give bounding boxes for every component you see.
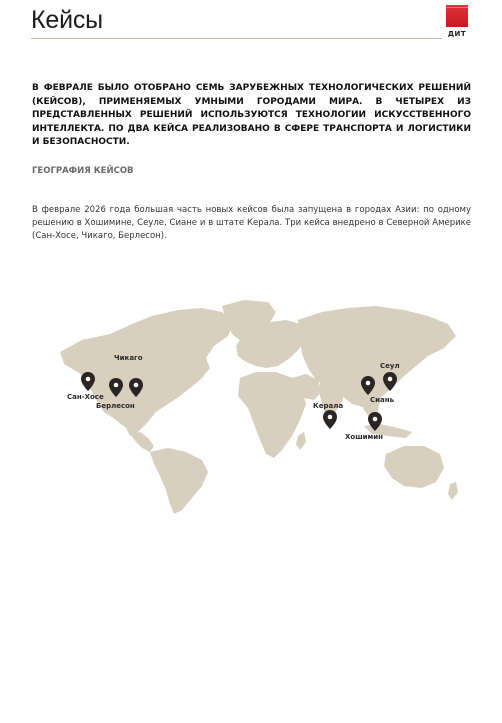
marker-label-san-jose: Сан-Хосе: [67, 393, 104, 401]
central-america: [130, 432, 154, 452]
marker-label-burleson: Берлесон: [96, 402, 135, 410]
world-map-svg: [30, 296, 472, 516]
map-marker-kerala: [323, 410, 337, 429]
dit-logo: [446, 5, 468, 41]
header-divider: [31, 38, 442, 39]
madagascar: [296, 432, 306, 450]
map-pin-icon: [323, 410, 337, 429]
page-title: Кейсы: [31, 6, 103, 34]
australia: [384, 446, 444, 488]
marker-label-seoul: Сеул: [380, 362, 400, 370]
intro-paragraph: В ФЕВРАЛЕ БЫЛО ОТОБРАНО СЕМЬ ЗАРУБЕЖНЫХ ТЕХНОЛОГИЧЕСКИХ РЕШЕНИЙ (КЕЙСОВ), ПРИМЕНЯЕМЫХ УМНЫМИ ГОРОДАМИ МИРА. В ЧЕТЫРЕХ ИЗ ПРЕДСТАВЛЕННЫХ РЕШЕНИЙ ИСПОЛЬЗУЮТСЯ ТЕХНОЛОГИИ ИСКУССТВЕННОГО ИНТЕЛЛЕКТА. ПО ДВА КЕЙСА РЕАЛИЗОВАНО В СФЕРЕ ТРАНСПОРТА И ЛОГИСТИКИ И БЕЗОПАСНОСТИ.: [32, 83, 471, 147]
section-heading-geography: ГЕОГРАФИЯ КЕЙСОВ: [32, 166, 134, 176]
marker-label-kerala: Керала: [313, 402, 344, 410]
marker-label-ho-chi-minh: Хошимин: [345, 433, 384, 441]
marker-label-chicago: Чикаго: [114, 354, 143, 362]
logo-text: ДИТ: [447, 30, 467, 38]
south-america: [150, 448, 208, 514]
new-zealand: [448, 482, 458, 500]
marker-label-xian: Сиань: [370, 396, 395, 404]
world-map: [30, 296, 472, 516]
logo-mark-icon: [446, 5, 468, 27]
north-america: [60, 308, 234, 436]
geography-paragraph: В феврале 2026 года большая часть новых кейсов была запущена в городах Азии: по одному решению в Хошимине, Сеуле, Сиане и в штате Керала. Три кейса внедрено в Северной Америке (Сан-Хосе, Чикаго, Берлесон).: [32, 205, 471, 241]
